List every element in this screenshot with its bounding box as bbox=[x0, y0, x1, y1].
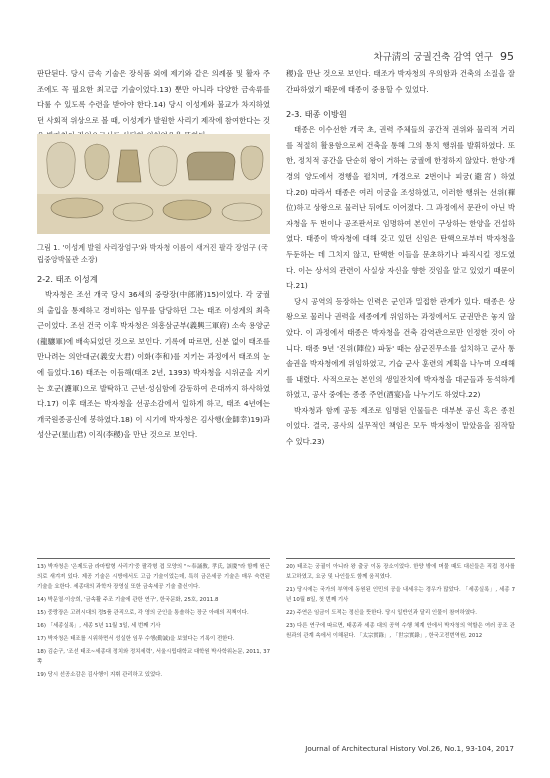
bowl-1 bbox=[51, 198, 103, 218]
left-column bbox=[37, 66, 270, 144]
footnote-divider-left bbox=[37, 558, 270, 559]
footnote: 23) 다른 연구에 따르면, 태종과 세종 대의 공역 수행 체계 안에서 박자청의 역할은 여러 공조 관원과의 관계 속에서 이해된다. 「太宗實錄」, 「世宗實錄」, 한국고전번역원, 2012 bbox=[286, 623, 515, 639]
footnotes-left bbox=[37, 562, 270, 683]
footnote: 14) 박문열·이승희, '금속활 주조 기술에 관한 연구', 한국문화, 25호, 2011.8 bbox=[37, 597, 219, 603]
footnote: 15) 중랑장은 고려시대의 정5품 관직으로, 각 영의 군인을 통솔하는 장군 아래의 직책이다. bbox=[37, 610, 249, 616]
bowl-4 bbox=[222, 203, 262, 221]
left-paragraph-1: 판단된다. 당시 금속 기술은 장식품 외에 제기와 같은 의례품 및 활자 주조에도 꼭 필요한 최고급 기술이었다.13) 뿐만 아니라 다양한 금속류를 다룰 수 있도록 수련을 받아야 한다.14) 당시 이성계와 불교가 차지하였던 사회적 위상으로 볼 때, 이성계가 발원한 사리기 제작에 참여한다는 것 bbox=[37, 69, 270, 125]
figure-reliquary-photo bbox=[37, 134, 270, 234]
left-paragraph-2: 박자청은 조선 개국 당시 36세의 중랑장(中郎將)15)이었다. 각 궁궐의 출입을 통제하고 경비하는 임무를 담당하던 그는 태조 이성계의 최측근이었다. 조선 건국 이후 박자청은 의흥삼군부(義興三軍府) 소속 용양군(龍驤軍)에 배속되었던 것으로 보인다. 기록에 따르면, 신분 없이 태조를 만나려는 의안대군(義安大君) 이화(李和)를 지키는 과정에서 태조의 눈에 들었다.16) 태조는 이듬해(태조 2년, 1393) 박자청을 시위군을 지키는 호군(護軍)으로 발탁하고 근년·성심함에 감동하여 은대까지 하사하였다.17) 이후 태조는 박자청을 선공소감에서 일하게 하고, 태조 4년에는 개국원종공신에 봉하였다.18) 이 시기에 박자청은 김사행(金師幸)19)과 성산군(星山君) 이직(李稷)을 만난 것으로 보인다. bbox=[37, 290, 270, 440]
section-title-2-2: 2-2. 태조 이성계 bbox=[37, 274, 98, 284]
bowl-2 bbox=[113, 203, 153, 221]
footnote-divider-right bbox=[286, 558, 515, 559]
left-column-lower bbox=[37, 272, 270, 443]
right-paragraph-2: 태종은 이수선한 개국 초, 권력 주체들의 공간적 권위와 물리적 거리를 적절히 활용함으로써 건축을 통해 그의 통치 행위를 발휘하였다. 또한, 정치적 공간을 단순히 왕이 거하는 궁궐에 한정하지 않았다. 한양·개경의 양도에서 경행을 펼치며, 개경으로 2번이나 피궁(避宮) 하였다.20) 따라서 태종은 여러 이궁을 조성하였고, 이러한 행위는 선위(禪位)하고 상왕으로 물러난 뒤에도 이어졌다. 그 과정에서 문관이 아닌 박자청을 두 번이나 공조판서로 임명하여 본인이 구상하는 한양을 건설하였다. 태종이 박자청에 대해 갖고 있던 신임은 탄핵으로부터 박자청을 두둔하는 데 그치지 않고, 탄핵한 이들을 문초하기나 파직시킬 정도였다. 이는 상서의 관련이 사실상 자신을 향한 것임을 알고 있었기 때문이다.21) bbox=[286, 125, 515, 291]
footnote: 16) 「세종실록」, 세종 5년 11월 3일, 세 번째 기사 bbox=[37, 623, 161, 629]
footnotes-right bbox=[286, 562, 515, 644]
footnote: 19) 당시 선공소감은 김사행이 지휘 관리하고 있었다. bbox=[37, 672, 163, 678]
ceramic-jar-2 bbox=[85, 144, 110, 180]
reliquary-photo-image bbox=[37, 134, 270, 234]
right-paragraph-1: 稷)을 만난 것으로 보인다. 태조가 박자청의 우의함과 건축의 소질을 잘 간파하였기 때문에 태종이 중용할 수 있었다. bbox=[286, 69, 515, 94]
footnote: 21) 당시에는 국가의 부역에 동원된 인민의 공을 내세우는 경우가 많았다. 「세종실록」, 세종 7년 10월 8일, 첫 번째 기사 bbox=[286, 587, 515, 603]
journal-footer: Journal of Architectural History Vol.26, No.1, 93-104, 2017 bbox=[305, 744, 514, 753]
footnote: 20) 태조는 궁궐이 아니라 왕 출궁 이동 장소이었다. 한양 밖에 머물 때도 대신들은 직접 정사를 보고하였고, 요궁 및 나인들도 함께 움직였다. bbox=[286, 564, 515, 580]
footnote: 22) 주연은 임금이 도적는 정신을 뜻한다. 당시 일반인과 달리 인물이 참여하였다. bbox=[286, 610, 477, 616]
page-number: 95 bbox=[500, 50, 514, 63]
figure-caption: 그림 1. '이성계 발원 사리장엄구'와 박자청 이름이 새겨진 팔각 장엄구 (국립중앙박물관 소장) bbox=[37, 243, 268, 264]
metal-vessel bbox=[117, 150, 141, 182]
footnote: 13) 박자청은 '은제도금 라마탑형 사리기'중 팔각형 겹 모양의 "~奉誦敎, 孝氏, 該慶"라 함께 원근의로 새겨져 있다. 제공 기술은 시방에서도 고급 기술이었는데, 특히 금은세공 기술은 매우 숙련된 기술을 요한다. 세종대의 과학자 장영실 또한 금속세공 기술 출신이다. bbox=[37, 564, 270, 590]
right-column bbox=[286, 66, 515, 450]
octagonal-case bbox=[187, 152, 235, 180]
right-paragraph-3: 당시 공역의 등장하는 인력은 군인과 밀접한 관계가 있다. 태종은 상왕으로 물러나 권력을 세종에게 위임하는 과정에서도 군권만은 놓지 않았다. 이 과정에서 태종은 박자청을 건축 감역관으로만 인정한 것이 아니다. 태종 9년 '진위(陣位) 파둥' 때는 삼군진무소를 설치하고 군사 통솔권을 박자청에게 위임하였고, 기습 군사 훈련의 계획을 나누며 오래해를 내렸다. 사적으로는 본인의 생일잔치에 박자청을 대군들과 동석하게 하였고, 공사 중에는 종종 주연(酒宴)을 나누기도 하였다.22) bbox=[286, 296, 515, 400]
section-title-2-3: 2-3. 태종 이방원 bbox=[286, 109, 347, 120]
right-paragraph-4: 박자청과 함께 공동 제조로 임명된 인물들은 대부분 공신 혹은 종친이었다. 결국, 공사의 실무적인 책임은 모두 박자청이 맡았음을 짐작할 수 있다.23) bbox=[286, 405, 515, 447]
running-header bbox=[373, 49, 514, 63]
footnote: 18) 김순구, '조선 태조~세종대 정치와 정치세력', 서울시립대학교 대학원 박사학위논문, 2011, 37쪽 bbox=[37, 649, 270, 665]
ceramic-jar-3 bbox=[149, 146, 177, 186]
ceramic-jar-1 bbox=[47, 142, 75, 188]
footnote: 17) 박자청은 태조를 시위하면서 성실한 임무 수행(勤誠)을 보였다는 기록이 전한다. bbox=[37, 636, 235, 642]
running-title: 차규淸의 궁궐건축 감역 연구 bbox=[373, 52, 493, 63]
bowl-3 bbox=[163, 200, 211, 220]
